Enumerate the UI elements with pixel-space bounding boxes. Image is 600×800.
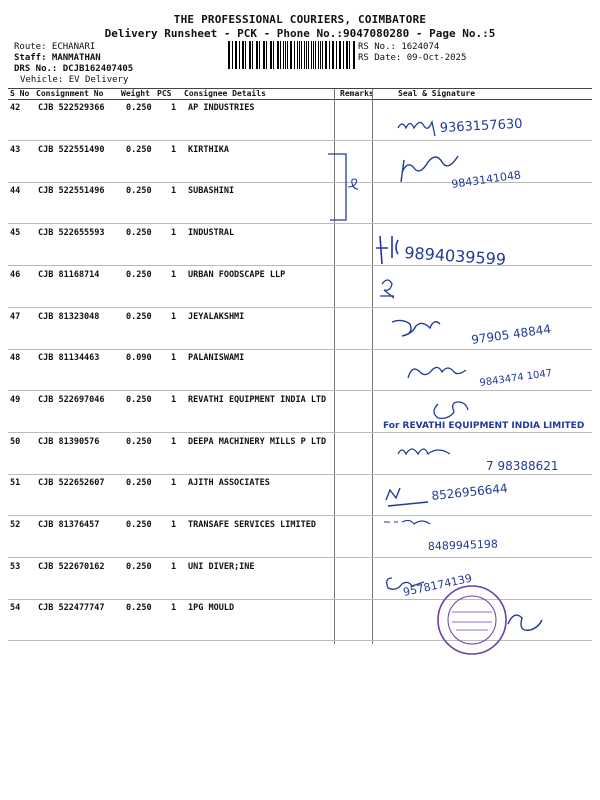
row-weight: 0.250: [126, 103, 152, 113]
row-pcs: 1: [171, 520, 177, 530]
row-consignment-no: CJB 81376457: [38, 520, 100, 530]
row-consignment-no: CJB 522529366: [38, 103, 105, 113]
barcode-image: [228, 41, 356, 69]
row-consignee: JEYALAKSHMI: [188, 311, 245, 322]
row-sno: 45: [10, 228, 21, 239]
row-weight: 0.250: [126, 228, 152, 239]
row-pcs: 1: [171, 561, 177, 572]
row-weight: 0.250: [126, 144, 152, 155]
barcode-bar: [252, 41, 253, 69]
row-divider: [8, 349, 592, 350]
table-row: [0, 312, 600, 354]
row-consignment-no: CJB 522697046: [38, 394, 105, 405]
phone-51: 8526956644: [430, 481, 509, 503]
phone-48: 9843474 1047: [478, 367, 553, 389]
row-pcs: 1: [171, 186, 177, 197]
row-sno: 46: [10, 269, 21, 280]
row-divider: [8, 223, 592, 224]
row-sno: 47: [10, 311, 21, 322]
row-divider: [8, 474, 592, 475]
row-consignment-no: CJB 522652607: [38, 478, 105, 489]
row-pcs: 1: [171, 603, 177, 614]
barcode-bar: [294, 41, 295, 69]
row-consignment-no: CJB 522477747: [38, 603, 105, 614]
row-sno: 42: [10, 103, 21, 113]
row-weight: 0.250: [126, 269, 152, 280]
row-sno: 53: [10, 561, 21, 572]
row-divider: [8, 640, 592, 641]
row-consignment-no: CJB 522670162: [38, 561, 105, 572]
row-consignment-no: CJB 81323048: [38, 311, 100, 322]
col-seal: Seal & Signature: [398, 89, 476, 98]
row-consignment-no: CJB 522655593: [38, 228, 105, 239]
row-pcs: 1: [171, 144, 177, 155]
row-pcs: 1: [171, 394, 177, 405]
row-consignment-no: CJB 522551496: [38, 186, 105, 197]
row-divider: [8, 557, 592, 558]
barcode-bar: [333, 41, 334, 69]
row-pcs: 1: [171, 478, 177, 489]
row-consignment-no: CJB 81168714: [38, 269, 100, 280]
row-consignee: 1PG MOULD: [188, 603, 235, 614]
col-consignment: Consignment No: [36, 89, 104, 98]
row-sno: 43: [10, 144, 21, 155]
vehicle-label: Vehicle: EV Delivery: [20, 75, 129, 85]
barcode-bar: [311, 41, 312, 69]
rs-date: RS Date: 09-Oct-2025: [358, 53, 467, 63]
row-sno: 44: [10, 186, 21, 197]
col-pcs: PCS: [157, 89, 172, 98]
drs-number: DRS No.: DCJB162407405: [14, 64, 134, 74]
runsheet-subtitle: Delivery Runsheet - PCK - Phone No.:9047080280 - Page No.:5: [104, 27, 496, 40]
col-remarks: Remarks: [340, 89, 374, 98]
row-consignee: AP INDUSTRIES: [188, 103, 255, 113]
row-pcs: 1: [171, 353, 177, 364]
row-weight: 0.250: [126, 603, 152, 614]
row-divider: [8, 432, 592, 433]
row-sno: 48: [10, 353, 21, 364]
row-divider: [8, 390, 592, 391]
row-divider: [8, 599, 592, 600]
row-consignee: SUBASHINI: [188, 186, 235, 197]
phone-42: 9363157630: [439, 116, 523, 136]
row-divider: [8, 182, 592, 183]
row-sno: 51: [10, 478, 21, 489]
row-consignment-no: CJB 522551490: [38, 144, 105, 155]
table-row: [0, 270, 600, 312]
barcode-bar: [236, 41, 237, 69]
phone-50: 7 98388621: [486, 459, 559, 473]
phone-47: 97905 48844: [470, 321, 552, 347]
company-stamp-49: For REVATHI EQUIPMENT INDIA LIMITED: [383, 421, 585, 431]
row-weight: 0.250: [126, 436, 152, 447]
table-row: [0, 228, 600, 270]
row-consignment-no: CJB 81390576: [38, 436, 100, 447]
row-consignee: AJITH ASSOCIATES: [188, 478, 270, 489]
row-divider: [8, 265, 592, 266]
row-consignee: TRANSAFE SERVICES LIMITED: [188, 520, 316, 530]
row-pcs: 1: [171, 228, 177, 239]
staff-label: Staff: MANMATHAN: [14, 53, 101, 63]
table-row: [0, 562, 600, 604]
table-row: [0, 103, 600, 145]
row-consignment-no: CJB 81134463: [38, 353, 100, 364]
table-row: [0, 353, 600, 395]
phone-53: 9578174139: [401, 571, 474, 599]
phone-52: 8489945198: [427, 537, 499, 553]
row-weight: 0.250: [126, 478, 152, 489]
row-weight: 0.250: [126, 520, 152, 530]
row-pcs: 1: [171, 436, 177, 447]
row-consignee: URBAN FOODSCAPE LLP: [188, 269, 286, 280]
row-sno: 50: [10, 436, 21, 447]
row-weight: 0.090: [126, 353, 152, 364]
row-sno: 49: [10, 394, 21, 405]
header-bottom-rule: [8, 99, 592, 100]
company-title: THE PROFESSIONAL COURIERS, COIMBATORE: [173, 13, 427, 26]
barcode-bar: [273, 41, 274, 69]
row-weight: 0.250: [126, 186, 152, 197]
table-row: [0, 603, 600, 645]
col-weight: Weight: [121, 89, 150, 98]
row-weight: 0.250: [126, 311, 152, 322]
row-pcs: 1: [171, 311, 177, 322]
table-row: [0, 478, 600, 520]
table-row: [0, 437, 600, 479]
row-consignee: UNI DIVER;INE: [188, 561, 255, 572]
phone-45: 9894039599: [403, 243, 507, 270]
row-weight: 0.250: [126, 561, 152, 572]
row-divider: [8, 140, 592, 141]
row-sno: 54: [10, 603, 21, 614]
phone-44: 9843141048: [450, 168, 522, 191]
row-sno: 52: [10, 520, 21, 530]
rs-number: RS No.: 1624074: [358, 42, 440, 52]
row-consignee: DEEPA MACHINERY MILLS P LTD: [188, 436, 327, 447]
row-consignee: REVATHI EQUIPMENT INDIA LTD: [188, 394, 327, 405]
col-consignee: Consignee Details: [184, 89, 266, 98]
col-sno: S No: [10, 89, 30, 98]
table-row: [0, 145, 600, 187]
route-label: Route: ECHANARI: [14, 42, 96, 52]
row-divider: [8, 515, 592, 516]
row-pcs: 1: [171, 269, 177, 280]
row-weight: 0.250: [126, 394, 152, 405]
table-row: [0, 520, 600, 562]
row-divider: [8, 307, 592, 308]
row-consignee: KIRTHIKA: [188, 144, 229, 155]
row-consignee: PALANISWAMI: [188, 353, 245, 364]
table-row: [0, 186, 600, 228]
row-pcs: 1: [171, 103, 177, 113]
row-consignee: INDUSTRAL: [188, 228, 235, 239]
table-row: [0, 395, 600, 437]
